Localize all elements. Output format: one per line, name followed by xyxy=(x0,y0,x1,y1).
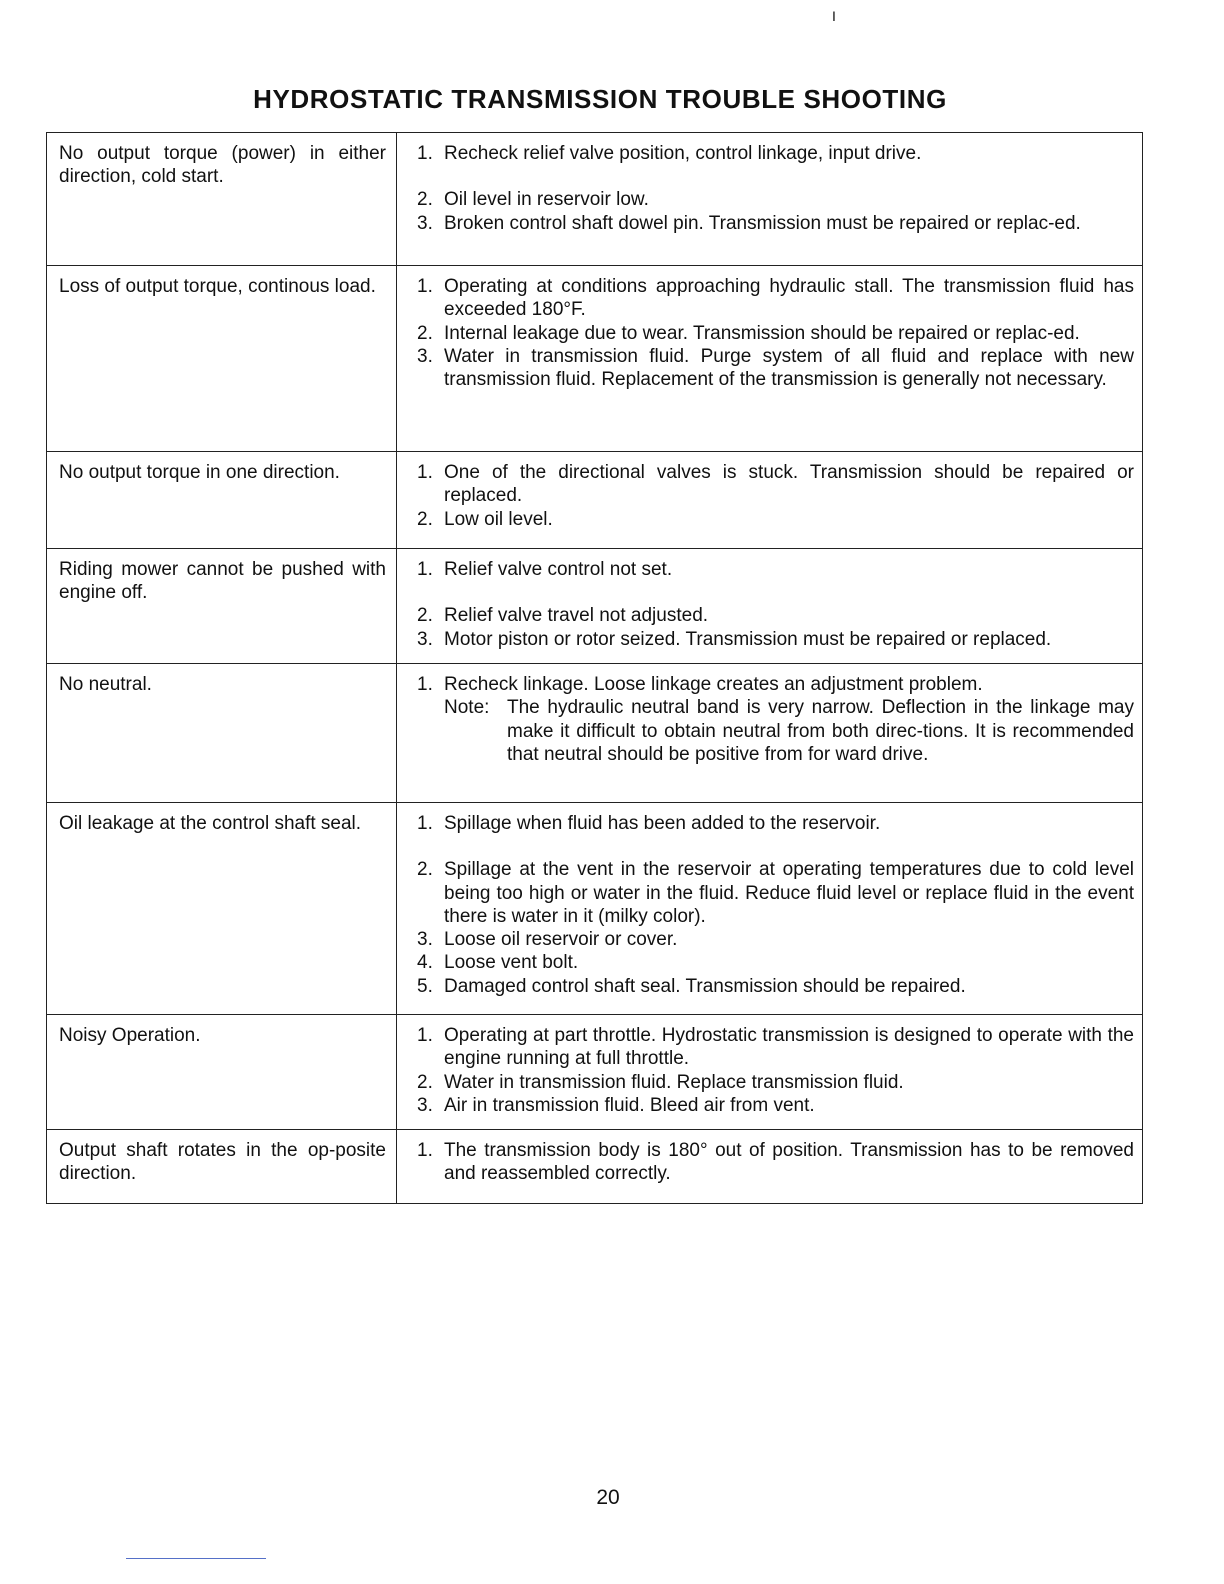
remedy-number: 5. xyxy=(417,975,433,997)
remedy-number: 4. xyxy=(417,952,433,974)
problem-cell: Loss of output torque, continous load. xyxy=(47,266,397,452)
table-row xyxy=(47,664,1143,803)
table-row xyxy=(47,266,1143,452)
note-label: Note: xyxy=(444,697,490,719)
table-row xyxy=(47,1130,1143,1204)
remedy-item xyxy=(417,1139,1134,1186)
problem-cell: Noisy Operation. xyxy=(47,1015,397,1130)
table-row xyxy=(47,549,1143,664)
remedy-item xyxy=(417,322,1134,345)
remedy-number: 1. xyxy=(417,559,433,580)
problem-cell: No output torque (power) in either direction, cold start. xyxy=(47,133,397,266)
remedy-number: 2. xyxy=(417,508,433,530)
remedy-note-item xyxy=(417,696,1134,766)
remedy-number: 2. xyxy=(417,859,433,881)
remedy-number: 2. xyxy=(417,605,433,627)
remedy-number: 1. xyxy=(417,813,433,834)
remedy-number: 1. xyxy=(417,1140,433,1161)
remedy-item xyxy=(417,1024,1134,1071)
remedy-item xyxy=(417,508,1134,531)
remedies-cell xyxy=(397,803,1143,1015)
remedy-text: Operating at part throttle. Hydrostatic transmission is designed to operate with the engine running at full throttle. xyxy=(444,1025,1134,1070)
remedy-text: Air in transmission fluid. Bleed air from vent. xyxy=(444,1094,815,1116)
remedy-note xyxy=(444,696,1134,766)
remedy-text: Loose vent bolt. xyxy=(444,952,579,974)
remedy-item xyxy=(417,928,1134,951)
remedy-text: Broken control shaft dowel pin. Transmission must be repaired or replac-ed. xyxy=(444,212,1081,234)
remedy-item xyxy=(417,975,1134,998)
remedy-text: The transmission body is 180° out of position. Transmission has to be removed and reassembled correctly. xyxy=(444,1140,1134,1185)
remedy-text: Relief valve control not set. xyxy=(444,559,673,580)
remedy-list xyxy=(417,275,1134,391)
remedy-item xyxy=(417,142,1134,165)
remedy-item xyxy=(417,461,1134,508)
remedy-item xyxy=(417,858,1134,928)
bottom-rule xyxy=(126,1558,266,1559)
remedies-cell xyxy=(397,549,1143,664)
problem-cell: Riding mower cannot be pushed with engine off. xyxy=(47,549,397,664)
remedy-item xyxy=(417,345,1134,392)
remedy-text: Water in transmission fluid. Replace transmission fluid. xyxy=(444,1071,904,1093)
remedy-number: 3. xyxy=(417,345,433,367)
table-row xyxy=(47,803,1143,1015)
remedy-number: 3. xyxy=(417,1094,433,1116)
remedies-cell xyxy=(397,664,1143,803)
remedy-number: 2. xyxy=(417,322,433,344)
remedy-list xyxy=(417,1024,1134,1117)
remedy-number: 2. xyxy=(417,1071,433,1093)
remedy-item xyxy=(417,673,1134,696)
remedy-list xyxy=(417,673,1134,766)
remedy-text: Loose oil reservoir or cover. xyxy=(444,929,678,951)
page-number: 20 xyxy=(596,1486,620,1509)
remedy-list xyxy=(417,461,1134,531)
remedies-cell xyxy=(397,1130,1143,1204)
remedy-list xyxy=(417,812,1134,998)
remedy-text: Internal leakage due to wear. Transmission should be repaired or replac-ed. xyxy=(444,322,1080,344)
remedy-item xyxy=(417,558,1134,581)
remedy-text: Damaged control shaft seal. Transmission should be repaired. xyxy=(444,975,966,997)
remedy-text: One of the directional valves is stuck. Transmission should be repaired or replaced. xyxy=(444,462,1134,507)
problem-cell: Oil leakage at the control shaft seal. xyxy=(47,803,397,1015)
remedy-item xyxy=(417,212,1134,235)
note-text: The hydraulic neutral band is very narrow. Deflection in the linkage may make it difficult to obtain neutral from both direc-tions. It is recommended that neutral should be positive from for ward drive. xyxy=(507,697,1134,765)
remedy-text: Water in transmission fluid. Purge system of all fluid and replace with new transmission fluid. Replacement of the transmission is generally not necessary. xyxy=(444,345,1134,391)
remedy-list xyxy=(417,1139,1134,1186)
remedy-text: Recheck relief valve position, control linkage, input drive. xyxy=(444,143,922,164)
table-row xyxy=(47,452,1143,549)
remedy-number: 3. xyxy=(417,212,433,234)
remedy-number: 3. xyxy=(417,628,433,650)
remedy-item xyxy=(417,1094,1134,1117)
remedy-item xyxy=(417,1071,1134,1094)
remedy-text: Operating at conditions approaching hydraulic stall. The transmission fluid has exceeded 180°F. xyxy=(444,276,1134,321)
remedy-item xyxy=(417,275,1134,322)
remedy-number: 1. xyxy=(417,462,433,483)
problem-cell: No neutral. xyxy=(47,664,397,803)
table-row xyxy=(47,1015,1143,1130)
remedy-text: Motor piston or rotor seized. Transmission must be repaired or replaced. xyxy=(444,628,1052,650)
remedy-text: Recheck linkage. Loose linkage creates an adjustment problem. xyxy=(444,674,983,695)
remedy-text: Spillage when fluid has been added to the reservoir. xyxy=(444,813,881,834)
remedy-text: Low oil level. xyxy=(444,508,553,530)
remedy-item xyxy=(417,812,1134,835)
problem-cell: Output shaft rotates in the op-posite direction. xyxy=(47,1130,397,1204)
remedy-list xyxy=(417,142,1134,235)
remedy-item xyxy=(417,604,1134,627)
troubleshooting-table xyxy=(46,132,1143,1204)
table-row xyxy=(47,133,1143,266)
remedy-number: 2. xyxy=(417,189,433,211)
page-title: HYDROSTATIC TRANSMISSION TROUBLE SHOOTING xyxy=(253,84,947,114)
problem-cell: No output torque in one direction. xyxy=(47,452,397,549)
remedy-item xyxy=(417,628,1134,651)
remedies-cell xyxy=(397,133,1143,266)
page-top-mark: I xyxy=(832,8,836,24)
remedy-number: 1. xyxy=(417,143,433,164)
remedy-list xyxy=(417,558,1134,651)
remedy-number: 3. xyxy=(417,929,433,951)
remedy-number: 1. xyxy=(417,674,433,695)
remedies-cell xyxy=(397,452,1143,549)
remedy-text: Oil level in reservoir low. xyxy=(444,189,649,211)
remedy-item xyxy=(417,951,1134,974)
remedy-text: Relief valve travel not adjusted. xyxy=(444,605,709,627)
remedy-number: 1. xyxy=(417,1025,433,1046)
remedy-number: 1. xyxy=(417,276,433,297)
remedies-cell xyxy=(397,1015,1143,1130)
remedies-cell xyxy=(397,266,1143,452)
remedy-text: Spillage at the vent in the reservoir at operating temperatures due to cold level being too high or water in the fluid. Reduce fluid level or replace fluid in the event there is water in it (milky color). xyxy=(444,859,1134,927)
remedy-item xyxy=(417,188,1134,211)
